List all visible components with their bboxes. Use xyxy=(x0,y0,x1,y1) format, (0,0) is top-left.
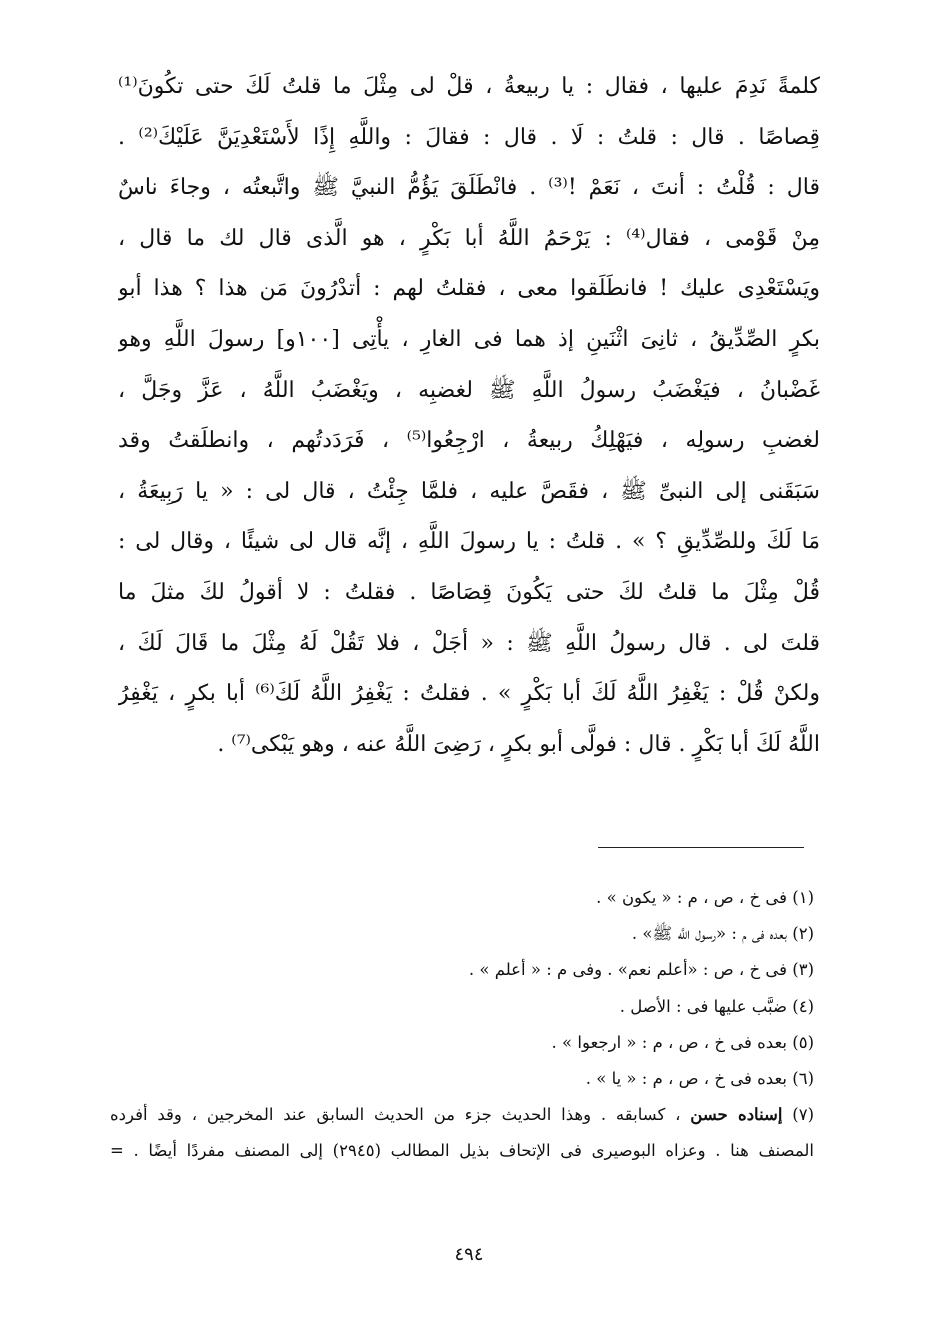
footnote-5: (٥) بعده فى خ ، ص ، م : « ارجعوا » . xyxy=(551,1032,814,1052)
page-number: ٤٩٤ xyxy=(454,1244,484,1265)
footnote-4: (٤) ضبَّب عليها فى : الأصل . xyxy=(619,996,814,1016)
footnote-separator xyxy=(598,847,804,848)
text-line: غَضْبانُ ، فيَغْضَبُ رسولُ اللَّهِ ﷺ لغضبِه ، ويَغْضَبُ اللَّهُ ، عَزَّ وجَلَّ ، xyxy=(118,377,820,403)
text-line: ويَسْتَعْدِى عليك ! فانطَلَقوا معى ، فقلتُ لهم : أتدْرُونَ مَن هذا ؟ هذا أبو xyxy=(118,276,820,302)
text-line: اللَّهُ لَكَ أبا بَكْرٍ . قال : فولَّى أبو بكرٍ ، رَضِىَ اللَّهُ عنه ، وهو يَبْكى⁽⁷⁾ . xyxy=(217,731,820,757)
footnote-3: (٣) فى خ ، ص : «أعلم نعم» . وفى م : « أعلم » . xyxy=(468,960,814,980)
text-line: قِصاصًا . قال : قلتُ : لَا . قال : فقالَ : واللَّهِ إِذًا لأَسْتَعْدِيَنَّ عَلَيْكَ⁽²⁾ . xyxy=(118,124,820,150)
text-line: ولكنْ قُلْ : يَغْفِرُ اللَّهُ لَكَ أبا بَكْرٍ » . فقلتُ : يَغْفِرُ اللَّهُ لَكَ⁽⁶⁾ أبا بكرٍ ، يَغْفِرُ xyxy=(118,681,820,707)
footnote-7 xyxy=(110,1097,814,1133)
main-text-block xyxy=(118,62,820,770)
text-line: كلمةً نَدِمَ عليها ، فقال : يا ربيعةُ ، قلْ لى مِثْلَ ما قلتُ لَكَ حتى تكُونَ⁽¹⁾ xyxy=(118,74,820,99)
footnote-7-text: ، كسابقه . وهذا الحديث جزء من الحديث السابق عند المخرجين ، وقد أفرده xyxy=(110,1105,681,1125)
text-line: قال : قُلْتُ : أنتَ ، نَعَمْ !⁽³⁾ . فانْطَلَقَ يَؤُمُّ النبيَّ ﷺ واتَّبعتُه ، وجاءَ ناسٌ xyxy=(118,175,820,201)
text-line: لغضبِ رسولِه ، فيَهْلِكُ ربيعةُ ، ارْجِعُوا⁽⁵⁾ ، فَرَدَدتُهم ، وانطلَقتُ وقد xyxy=(118,428,820,454)
footnote-7-grading: إسناده حسن xyxy=(690,1105,783,1125)
footnote-7-continuation: المصنف هنا . وعزاه البوصيرى فى الإتحاف بذيل المطالب (٢٩٤٥) إلى المصنف مفردًا أيضًا . = xyxy=(110,1141,814,1161)
footnotes-block xyxy=(110,880,814,1170)
footnote-6: (٦) بعده فى خ ، ص ، م : « يا » . xyxy=(585,1068,814,1088)
footnote-2: (٢) بعده فى م : «رسول اللَّه ﷺ» . xyxy=(631,924,814,944)
text-line: قلتَ لى . قال رسولُ اللَّهِ ﷺ : « أجَلْ ، فلا تَقُلْ لَهُ مِثْلَ ما قَالَ لَكَ ، xyxy=(118,630,820,656)
footnote-1: (١) فى خ ، ص ، م : « يكون » . xyxy=(596,888,814,907)
text-line: قُلْ مِثْلَ ما قلتُ لكَ حتى يَكُونَ قِصَاصًا . فقلتُ : لا أقولُ لكَ مثلَ ما xyxy=(118,579,820,605)
text-line: مَا لَكَ وللصِّدِّيقِ ؟ » . قلتُ : يا رسولَ اللَّهِ ، إنَّه قال لى شيئًا ، وقال لى : xyxy=(118,529,820,555)
footnote-7-number: (٧) xyxy=(792,1105,814,1125)
text-line: بكرٍ الصِّدِّيقُ ، ثانِىَ اثْنَينِ إذ هما فى الغارِ ، يأْتِى [١٠٠و] رسولَ اللَّهِ وهو xyxy=(118,326,820,352)
text-line: سَبَقَنى إلى النبىِّ ﷺ ، فقَصَّ عليه ، فلمَّا جِئْتُ ، قال لى : « يا رَبِيعَةُ ، xyxy=(118,478,820,504)
text-line: مِنْ قَوْمى ، فقال⁽⁴⁾ : يَرْحَمُ اللَّهُ أبا بَكْرٍ ، هو الَّذى قال لك ما قال ، xyxy=(118,225,820,251)
